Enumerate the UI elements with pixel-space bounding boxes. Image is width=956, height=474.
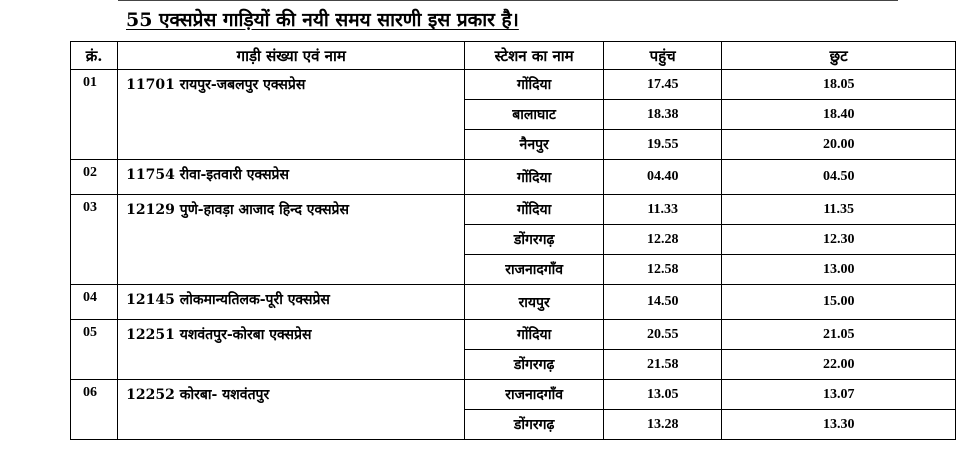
table-header — [71, 42, 956, 70]
serial-number: 01 — [71, 70, 118, 160]
station-name: डोंगरगढ़ — [465, 225, 604, 255]
arrival-time: 04.40 — [603, 160, 721, 195]
table-body — [71, 70, 956, 440]
table-row — [71, 160, 956, 195]
departure-time: 13.07 — [722, 380, 956, 410]
header-serial: क्रं. — [71, 42, 118, 70]
arrival-time: 12.58 — [603, 255, 721, 285]
top-rule — [118, 0, 898, 1]
station-name: गोंदिया — [465, 160, 604, 195]
header-row — [71, 42, 956, 70]
station-name: राजनादगाँव — [465, 255, 604, 285]
departure-time: 12.30 — [722, 225, 956, 255]
header-train: गाड़ी संख्या एवं नाम — [118, 42, 465, 70]
departure-time: 04.50 — [722, 160, 956, 195]
departure-time: 13.00 — [722, 255, 956, 285]
train-name: 12129 पुणे-हावड़ा आजाद हिन्द एक्सप्रेस — [118, 195, 465, 285]
train-name: 12252 कोरबा- यशवंतपुर — [118, 380, 465, 440]
arrival-time: 19.55 — [603, 130, 721, 160]
station-name: रायपुर — [465, 285, 604, 320]
table-row — [71, 320, 956, 350]
departure-time: 15.00 — [722, 285, 956, 320]
arrival-time: 18.38 — [603, 100, 721, 130]
serial-number: 06 — [71, 380, 118, 440]
departure-time: 21.05 — [722, 320, 956, 350]
departure-time: 20.00 — [722, 130, 956, 160]
departure-time: 18.40 — [722, 100, 956, 130]
station-name: बालाघाट — [465, 100, 604, 130]
arrival-time: 13.28 — [603, 410, 721, 440]
train-name: 11754 रीवा-इतवारी एक्सप्रेस — [118, 160, 465, 195]
serial-number: 05 — [71, 320, 118, 380]
train-name: 12251 यशवंतपुर-कोरबा एक्सप्रेस — [118, 320, 465, 380]
departure-time: 22.00 — [722, 350, 956, 380]
arrival-time: 11.33 — [603, 195, 721, 225]
station-name: गोंदिया — [465, 70, 604, 100]
table-row — [71, 70, 956, 100]
arrival-time: 21.58 — [603, 350, 721, 380]
header-arrival: पहुंच — [603, 42, 721, 70]
page-title: 55 एक्सप्रेस गाड़ियों की नयी समय सारणी इस प्रकार है। — [126, 9, 519, 31]
station-name: गोंदिया — [465, 320, 604, 350]
departure-time: 18.05 — [722, 70, 956, 100]
header-departure: छुट — [722, 42, 956, 70]
table-row — [71, 380, 956, 410]
serial-number: 03 — [71, 195, 118, 285]
arrival-time: 17.45 — [603, 70, 721, 100]
table-row — [71, 195, 956, 225]
serial-number: 04 — [71, 285, 118, 320]
arrival-time: 20.55 — [603, 320, 721, 350]
arrival-time: 13.05 — [603, 380, 721, 410]
serial-number: 02 — [71, 160, 118, 195]
departure-time: 13.30 — [722, 410, 956, 440]
station-name: गोंदिया — [465, 195, 604, 225]
departure-time: 11.35 — [722, 195, 956, 225]
station-name: डोंगरगढ़ — [465, 350, 604, 380]
train-name: 12145 लोकमान्यतिलक-पूरी एक्सप्रेस — [118, 285, 465, 320]
station-name: नैनपुर — [465, 130, 604, 160]
table-row — [71, 285, 956, 320]
station-name: डोंगरगढ़ — [465, 410, 604, 440]
arrival-time: 12.28 — [603, 225, 721, 255]
train-name: 11701 रायपुर-जबलपुर एक्सप्रेस — [118, 70, 465, 160]
schedule-table — [70, 41, 956, 440]
header-station: स्टेशन का नाम — [465, 42, 604, 70]
arrival-time: 14.50 — [603, 285, 721, 320]
station-name: राजनादगाँव — [465, 380, 604, 410]
